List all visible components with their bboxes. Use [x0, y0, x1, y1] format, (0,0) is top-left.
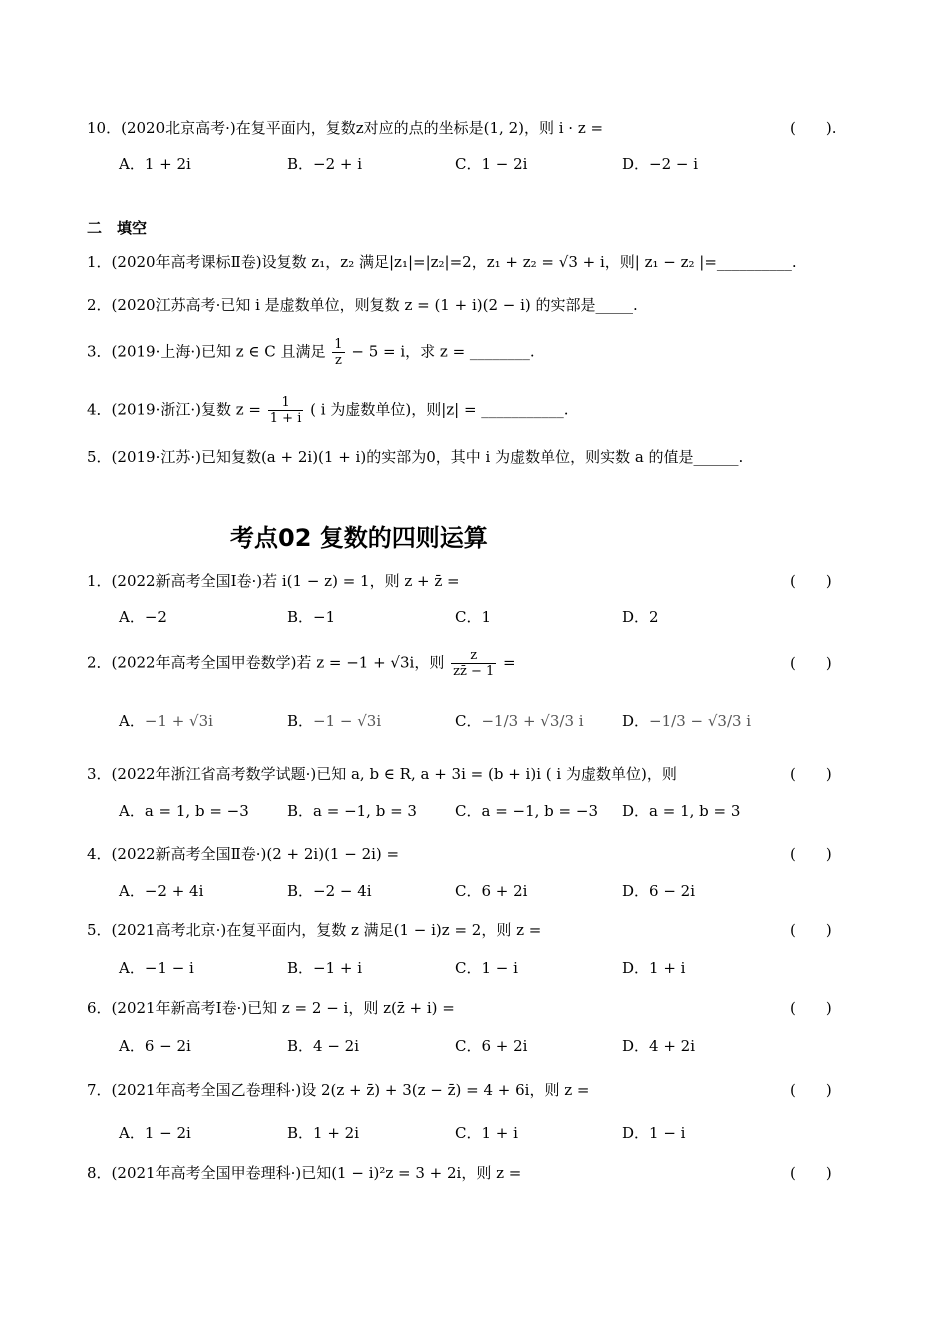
question-3 — [0, 763, 950, 793]
option-d: D．−1/3 − √3/3 i — [622, 712, 752, 730]
fill-text: 3．(2019·上海·)已知 z ∈ C 且满足 — [87, 342, 326, 361]
answer-paren: ( ) — [790, 765, 832, 783]
question-text: 7．(2021年高考全国乙卷理科·)设 2(z + z̄) + 3(z − z̄) = 4 + 6i，则 z = — [87, 1081, 590, 1099]
question-5-options — [0, 957, 950, 987]
option-d: D．1 − i — [622, 1124, 686, 1142]
answer-paren: ( ) — [790, 845, 832, 863]
fill-item-3 — [0, 337, 950, 367]
fill-tail: ( i 为虚数单位)，则|z| = ___________. — [310, 400, 569, 419]
fill-item-2 — [0, 294, 950, 324]
option-c: C．6 + 2i — [455, 1037, 528, 1055]
fill-tail: − 5 = i，求 z = ________. — [351, 342, 535, 361]
option-d: D．a = 1, b = 3 — [622, 802, 741, 820]
fill-item-5 — [0, 446, 950, 476]
fill-item-4 — [0, 395, 950, 425]
answer-paren: ( ) — [790, 921, 832, 939]
option-a: A．6 − 2i — [119, 1037, 191, 1055]
question-6 — [0, 997, 950, 1027]
fill-lead: z = — [235, 400, 261, 419]
question-8 — [0, 1162, 950, 1192]
question-text: 1．(2022新高考全国Ⅰ卷·)若 i(1 − z) = 1，则 z + z̄ = — [87, 572, 460, 590]
question-text: 5．(2021高考北京·)在复平面内，复数 z 满足(1 − i)z = 2，则 z = — [87, 921, 542, 939]
option-a: A．−2 + 4i — [119, 882, 204, 900]
option-c: C．−1/3 + √3/3 i — [455, 712, 584, 730]
option-b: B．4 − 2i — [287, 1037, 360, 1055]
question-2-options — [0, 710, 950, 750]
option-d: D．−2 − i — [622, 155, 699, 173]
option-c: C．a = −1, b = −3 — [455, 802, 598, 820]
option-b: B．−1 — [287, 608, 336, 626]
question-4-options — [0, 880, 950, 910]
option-d: D．1 + i — [622, 959, 686, 977]
question-text: 6．(2021年新高考Ⅰ卷·)已知 z = 2 − i，则 z(z̄ + i) = — [87, 999, 455, 1017]
option-d: D．6 − 2i — [622, 882, 696, 900]
answer-paren: ( ) — [790, 1164, 832, 1182]
question-text: 10．(2020北京高考·)在复平面内，复数z对应的点的坐标是(1, 2)，则 i · z = — [87, 119, 604, 137]
option-d: D．4 + 2i — [622, 1037, 696, 1055]
question-5 — [0, 919, 950, 949]
fill-text: 5．(2019·江苏·)已知复数(a + 2i)(1 + i)的实部为0，其中 i 为虚数单位，则实数 a 的值是______. — [87, 448, 744, 466]
answer-paren: ( ) — [790, 1081, 832, 1099]
fraction: $\frac{z}{zz̄ - 1}$ — [453, 648, 495, 679]
question-6-options — [0, 1035, 950, 1065]
option-a: A．−2 — [119, 608, 167, 626]
fill-text: 2．(2020江苏高考·已知 i 是虚数单位，则复数 z = (1 + i)(2 − i) 的实部是_____. — [87, 296, 638, 314]
question-3-options — [0, 800, 950, 830]
option-b: B．−1 + i — [287, 959, 363, 977]
option-c: C．1 − i — [455, 959, 518, 977]
option-b: B．−2 − 4i — [287, 882, 372, 900]
option-a: A．1 + 2i — [119, 155, 191, 173]
option-c: C．1 — [455, 608, 492, 626]
question-1 — [0, 570, 950, 600]
question-10 — [0, 117, 950, 147]
question-text: 3．(2022年浙江省高考数学试题·)已知 a, b ∈ R, a + 3i = (b + i)i ( i 为虚数单位)，则 — [87, 765, 677, 783]
section-heading: 二 填空 — [87, 219, 148, 237]
option-b: B．a = −1, b = 3 — [287, 802, 417, 820]
question-7 — [0, 1079, 950, 1109]
question-4 — [0, 843, 950, 873]
option-a: A．−1 − i — [119, 959, 194, 977]
fraction: $\frac{1}{z}$ — [334, 337, 343, 368]
option-c: C．1 + i — [455, 1124, 518, 1142]
option-d: D．2 — [622, 608, 659, 626]
option-c: C．1 − 2i — [455, 155, 528, 173]
question-10-options — [0, 153, 950, 183]
option-c: C．6 + 2i — [455, 882, 528, 900]
option-a: A．1 − 2i — [119, 1124, 191, 1142]
page-title: 考点02 复数的四则运算 — [230, 524, 488, 552]
answer-paren: ( ) — [790, 654, 832, 672]
question-text: 4．(2022新高考全国Ⅱ卷·)(2 + 2i)(1 − 2i) = — [87, 845, 400, 863]
answer-paren: ( ) — [790, 572, 832, 590]
question-2: 2．(2022年高考全国甲卷数学)若 z = −1 + √3i，则 $\frac{z}{zz̄ - 1}$ = ( ) — [87, 648, 832, 679]
question-7-options — [0, 1122, 950, 1152]
question-text: 8．(2021年高考全国甲卷理科·)已知(1 − i)²z = 3 + 2i，则 z = — [87, 1164, 522, 1182]
fill-text: 4．(2019·浙江·)复数 — [87, 400, 231, 419]
fill-text: 1．(2020年高考课标Ⅱ卷)设复数 z₁，z₂ 满足|z₁|=|z₂|=2，z₁ + z₂ = √3 + i，则| z₁ − z₂ |=__________. — [87, 253, 797, 271]
answer-paren: ( ). — [790, 119, 837, 137]
fraction: $\frac{1}{1 + i}$ — [269, 395, 302, 426]
question-text: 2．(2022年高考全国甲卷数学)若 z = −1 + √3i，则 — [87, 653, 445, 672]
answer-paren: ( ) — [790, 999, 832, 1017]
option-b: B．−1 − √3i — [287, 712, 382, 730]
option-a: A．a = 1, b = −3 — [119, 802, 249, 820]
option-b: B．1 + 2i — [287, 1124, 360, 1142]
fill-item-1 — [0, 251, 950, 281]
question-1-options — [0, 606, 950, 636]
option-b: B．−2 + i — [287, 155, 363, 173]
option-a: A．−1 + √3i — [119, 712, 213, 730]
